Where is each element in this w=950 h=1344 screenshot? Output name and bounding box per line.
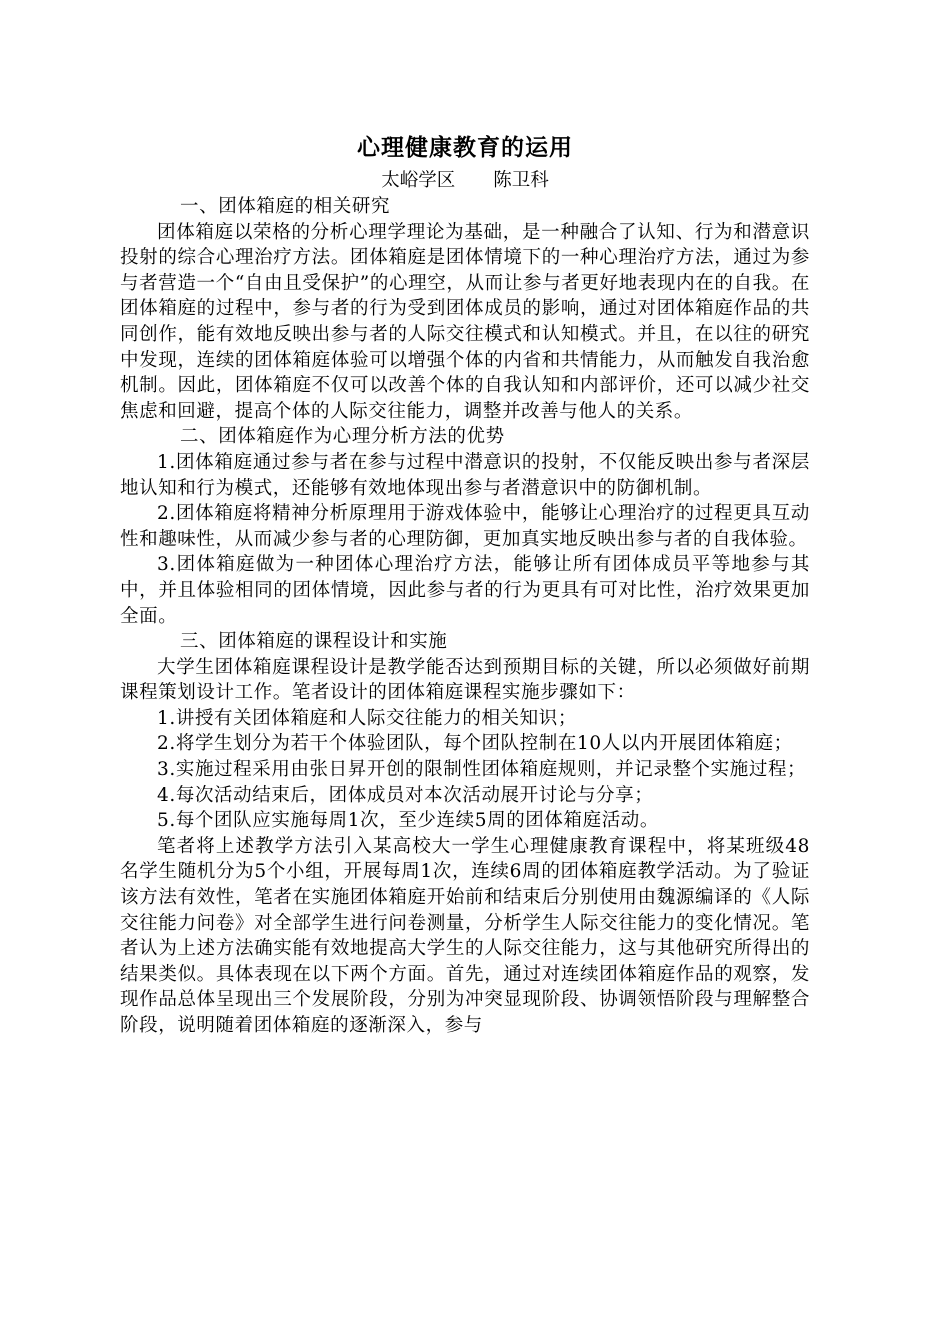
body-paragraph: 2.团体箱庭将精神分析原理用于游戏体验中，能够让心理治疗的过程更具互动性和趣味性，从而减少参与者的心理防御，更加真实地反映出参与者的自我体验。 — [120, 503, 810, 550]
list-item: 4.每次活动结束后，团体成员对本次活动展开讨论与分享； — [157, 784, 654, 806]
author-district: 太峪学区 — [381, 170, 456, 191]
list-item: 3.实施过程采用由张日昇开创的限制性团体箱庭规则，并记录整个实施过程； — [157, 759, 807, 781]
body-paragraph: 大学生团体箱庭课程设计是教学能否达到预期目标的关键，所以必须做好前期课程策划设计工作。笔者设计的团体箱庭课程实施步骤如下： — [120, 656, 810, 704]
document-title: 心理健康教育的运用 — [357, 134, 573, 161]
author-name: 陈卫科 — [493, 170, 549, 191]
list-item: 5.每个团队应实施每周1次，至少连续5周的团体箱庭活动。 — [157, 810, 659, 832]
body-paragraph: 1.团体箱庭通过参与者在参与过程中潜意识的投射，不仅能反映出参与者深层地认知和行为模式，还能够有效地体现出参与者潜意识中的防御机制。 — [120, 451, 810, 499]
body-paragraph: 笔者将上述教学方法引入某高校大一学生心理健康教育课程中，将某班级48名学生随机分为5个小组，开展每周1次，连续6周的团体箱庭教学活动。为了验证该方法有效性，笔者在实施团体箱庭开始前和结束后分别使用由魏源编译的《人际交往能力问卷》对全部学生进行问卷测量，分析学生人际交往能力的变化情况。笔者认为上述方法确实能有效地提高大学生的人际交往能力，这与其他研究所得出的结果类似。具体表现在以下两个方面。首先，通过对连续团体箱庭作品的观察，发现作品总体呈现出三个发展阶段，分别为冲突显现阶段、协调领悟阶段与理解整合阶段，说明随着团体箱庭的逐渐深入，参与 — [120, 835, 810, 1036]
author-byline — [120, 168, 810, 194]
section-heading: 二、团体箱庭作为心理分析方法的优势 — [180, 426, 505, 448]
list-item: 1.讲授有关团体箱庭和人际交往能力的相关知识； — [157, 707, 577, 729]
section-heading: 三、团体箱庭的课程设计和实施 — [180, 631, 448, 653]
section-heading: 一、团体箱庭的相关研究 — [180, 196, 391, 217]
body-paragraph: 3.团体箱庭做为一种团体心理治疗方法，能够让所有团体成员平等地参与其中，并且体验相同的团体情境，因此参与者的行为更具有可对比性，治疗效果更加全面。 — [120, 554, 810, 627]
list-item: 2.将学生划分为若干个体验团队，每个团队控制在10人以内开展团体箱庭； — [157, 733, 793, 755]
body-paragraph: 团体箱庭以荣格的分析心理学理论为基础，是一种融合了认知、行为和潜意识投射的综合心理治疗方法。团体箱庭是团体情境下的一种心理治疗方法，通过为参与者营造一个“自由且受保护”的心理空，从而让参与者更好地表现内在的自我。在团体箱庭的过程中，参与者的行为受到团体成员的影响，通过对团体箱庭作品的共同创作，能有效地反映出参与者的人际交往模式和认知模式。并且，在以往的研究中发现，连续的团体箱庭体验可以增强个体的内省和共情能力，从而触发自我治愈机制。因此，团体箱庭不仅可以改善个体的自我认知和内部评价，还可以减少社交焦虑和回避，提高个体的人际交往能力，调整并改善与他人的关系。 — [120, 221, 810, 422]
document-page — [120, 128, 810, 1039]
